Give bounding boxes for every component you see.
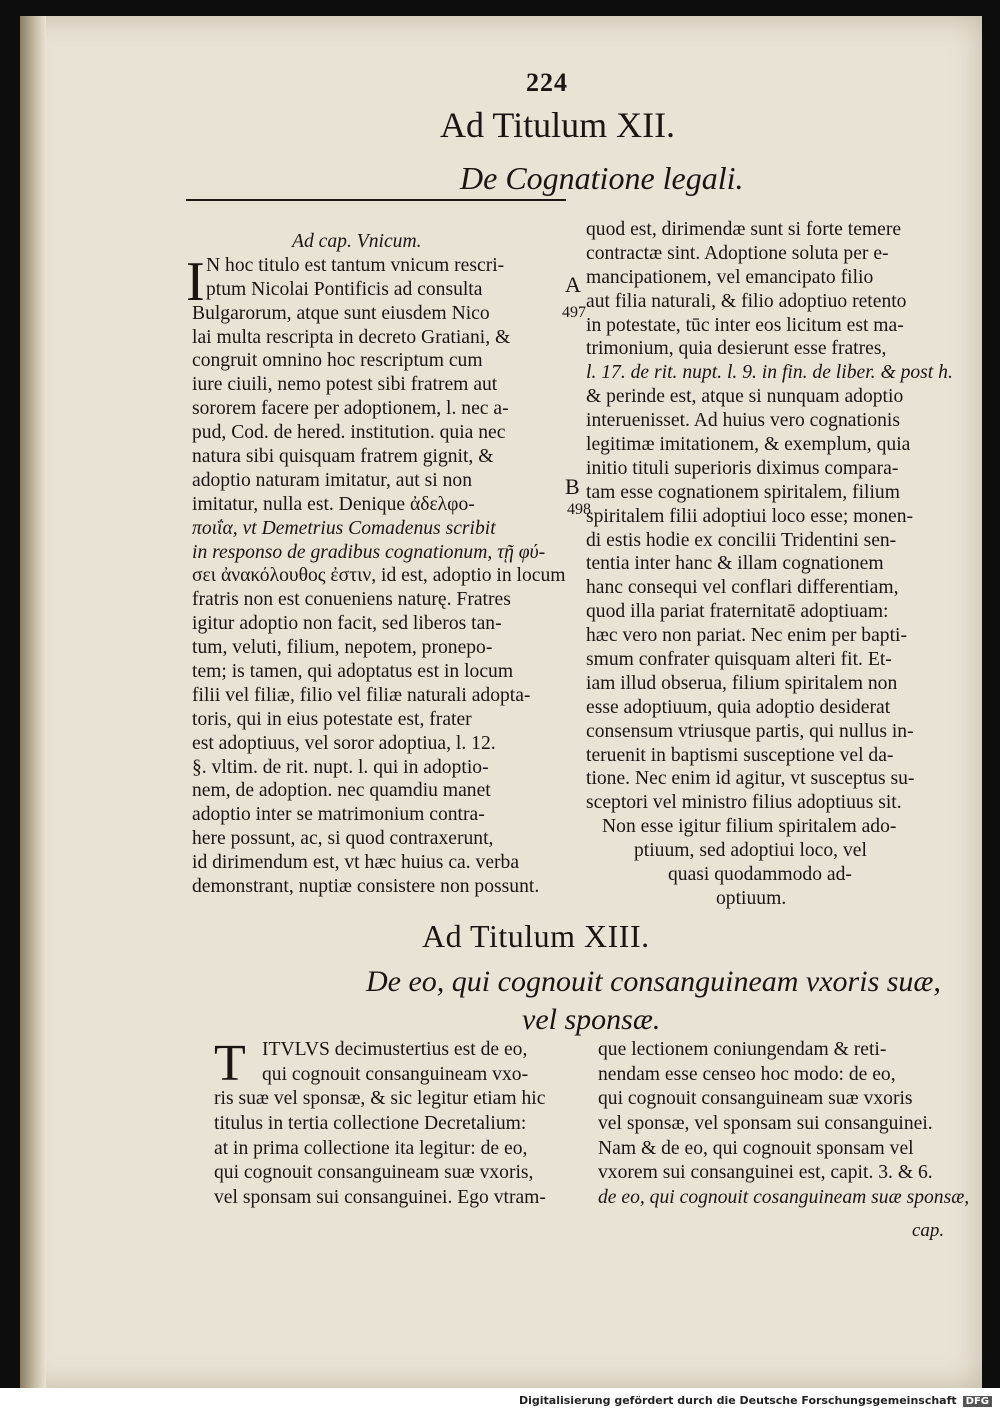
- dfg-logo: DFG: [963, 1396, 992, 1407]
- text-line: tum, veluti, filium, nepotem, pronepo-: [192, 637, 493, 659]
- text-line: tione. Nec enim id agitur, vt susceptus su-: [586, 768, 915, 790]
- margin-mark-a: A: [565, 272, 581, 297]
- text-line: contractæ sint. Adoptione soluta per e-: [586, 242, 889, 264]
- text-line: fratris non est conueniens naturę. Fratres: [192, 589, 511, 611]
- text-line: §. vltim. de rit. nupt. l. qui in adoptio-: [192, 756, 489, 778]
- text-line: qui cognouit consanguineam vxo-: [262, 1063, 529, 1085]
- right-column-xiii: [598, 1038, 970, 1211]
- text-line: spiritalem filii adoptiui loco esse; monen-: [586, 505, 914, 527]
- text-line: vel sponsam sui consanguinei. Ego vtram-: [214, 1187, 546, 1209]
- footer-text: Digitalisierung gefördert durch die Deutsche Forschungsgemeinschaft: [518, 1394, 957, 1407]
- text-line: imitatur, nulla est. Denique ἀδελφο-: [192, 493, 475, 515]
- text-line: here possunt, ac, si quod contraxerunt,: [192, 828, 494, 850]
- text-line: initio tituli superioris diximus compara-: [586, 457, 899, 479]
- margin-mark-b: B: [565, 474, 580, 499]
- text-line: est adoptiuus, vel soror adoptiua, l. 12.: [192, 732, 496, 754]
- text-line: natura sibi quisquam fratrem gignit, &: [192, 446, 494, 468]
- text-line: nendam esse censeo hoc modo: de eo,: [598, 1063, 896, 1085]
- text-line: ITVLVS decimustertius est de eo,: [262, 1039, 528, 1060]
- text-line: mancipationem, vel emancipato filio: [586, 266, 874, 288]
- margin-mark-498: 498: [567, 501, 591, 518]
- text-line: quod est, dirimendæ sunt si forte temere: [586, 219, 902, 240]
- text-line: l. 17. de rit. nupt. l. 9. in fin. de liber. & post h.: [586, 362, 953, 384]
- text-line: optiuum.: [716, 887, 787, 909]
- column-rule: [186, 199, 566, 201]
- text-line: legitimæ imitationem, & exemplum, quia: [586, 434, 911, 456]
- margin-mark-497: 497: [562, 304, 586, 321]
- text-line: titulus in tertia collectione Decretalium:: [214, 1113, 527, 1135]
- text-line: tentia inter hanc & illam cognationem: [586, 553, 884, 575]
- text-line: & perinde est, atque si nunquam adoptio: [586, 386, 904, 408]
- text-line: adoptio inter se matrimonium contra-: [192, 804, 485, 826]
- text-line: at in prima collectione ita legitur: de eo,: [214, 1137, 528, 1159]
- text-line: teruenit in baptismi susceptione vel da-: [586, 744, 894, 766]
- text-line: ptiuum, sed adoptiui loco, vel: [634, 840, 867, 862]
- text-line: smum confrater quisquam alteri fit. Et-: [586, 649, 892, 671]
- left-column-xii: [192, 230, 572, 899]
- text-line: ris suæ vel sponsæ, & sic legitur etiam hic: [214, 1088, 546, 1110]
- text-line: σει ἀνακόλουθος ἐστιν, id est, adoptio in locum: [192, 565, 566, 587]
- left-column-xiii: [214, 1038, 582, 1211]
- catchword: cap.: [912, 1220, 945, 1241]
- text-line: que lectionem coniungendam & reti-: [598, 1039, 887, 1060]
- text-line: Nam & de eo, qui cognouit sponsam vel: [598, 1137, 914, 1159]
- text-line: Bulgarorum, atque sunt eiusdem Nico: [192, 302, 490, 324]
- text-line: ποιΐα, vt Demetrius Comadenus scribit: [192, 517, 496, 539]
- text-line: nem, de adoption. nec quamdiu manet: [192, 780, 491, 802]
- text-line: aut filia naturali, & filio adoptiuo retento: [586, 290, 907, 312]
- text-line: qui cognouit consanguineam suæ vxoris: [598, 1088, 913, 1110]
- text-line: di estis hodie ex concilii Tridentini sen-: [586, 529, 897, 551]
- section-subtitle-xiii-line1: De eo, qui cognouit consanguineam vxoris suæ,: [366, 965, 941, 998]
- section-subtitle-xii: De Cognatione legali.: [460, 160, 744, 196]
- text-line: N hoc titulo est tantum vnicum rescri-: [206, 254, 505, 276]
- drop-cap-t: T: [214, 1035, 246, 1092]
- chapter-lead: Ad cap. Vnicum.: [292, 231, 422, 252]
- text-line: lai multa rescripta in decreto Gratiani, &: [192, 326, 511, 348]
- digitization-footer: [0, 1388, 1000, 1412]
- text-line: adoptio naturam imitatur, aut si non: [192, 469, 473, 491]
- text-line: iam illud obserua, filium spiritalem non: [586, 672, 898, 694]
- text-line: pud, Cod. de hered. institution. quia nec: [192, 422, 506, 444]
- text-line: hæc vero non pariat. Nec enim per bapti-: [586, 625, 908, 647]
- text-line: id dirimendum est, vt hæc huius ca. verba: [192, 852, 520, 874]
- text-line: congruit omnino hoc rescriptum cum: [192, 350, 483, 372]
- text-line: consensum vtriusque partis, qui nullus in-: [586, 720, 914, 742]
- text-line: de eo, qui cognouit cosanguineam suæ sponsæ,: [598, 1187, 970, 1209]
- text-line: tam esse cognationem spiritalem, filium: [586, 481, 900, 503]
- section-title-xii: Ad Titulum XII.: [440, 105, 676, 145]
- text-line: in responso de gradibus cognationum, τῇ φύ-: [192, 541, 546, 563]
- text-line: filii vel filiæ, filio vel filiæ naturali adopta-: [192, 684, 531, 706]
- text-line: esse adoptiuum, quia adoptio desiderat: [586, 696, 891, 718]
- text-line: in potestate, tūc inter eos licitum est ma-: [586, 314, 904, 336]
- text-line: toris, qui in eius potestate est, frater: [192, 708, 472, 730]
- drop-cap-i: I: [186, 251, 205, 313]
- section-title-xiii: Ad Titulum XIII.: [422, 918, 650, 954]
- page-number: 224: [526, 68, 568, 97]
- text-line: iure ciuili, nemo potest sibi fratrem aut: [192, 374, 498, 396]
- text-line: Non esse igitur filium spiritalem ado-: [602, 816, 897, 838]
- section-subtitle-xiii-line2: vel sponsæ.: [522, 1003, 661, 1036]
- text-line: interuenisset. Ad huius vero cognationis: [586, 410, 900, 432]
- page-binding-shadow: [20, 16, 46, 1388]
- text-line: tem; is tamen, qui adoptatus est in locum: [192, 661, 514, 683]
- text-line: quod illa pariat fraternitatē adoptiuam:: [586, 601, 889, 623]
- text-line: hanc consequi vel conflari differentiam,: [586, 577, 899, 599]
- text-line: qui cognouit consanguineam suæ vxoris,: [214, 1162, 534, 1184]
- text-line: vxorem sui consanguinei est, capit. 3. & 6.: [598, 1162, 933, 1184]
- text-line: trimonium, quia desierunt esse fratres,: [586, 338, 887, 360]
- text-line: sororem facere per adoptionem, l. nec a-: [192, 398, 509, 420]
- text-line: vel sponsæ, vel sponsam sui consanguinei.: [598, 1113, 933, 1135]
- right-column-xii: [586, 218, 952, 911]
- text-line: ptum Nicolai Pontificis ad consulta: [206, 278, 483, 300]
- text-line: quasi quodammodo ad-: [668, 864, 852, 886]
- text-line: igitur adoptio non facit, sed liberos tan-: [192, 613, 502, 635]
- text-line: demonstrant, nuptiæ consistere non possunt.: [192, 876, 540, 898]
- text-line: sceptori vel ministro filius adoptiuus sit.: [586, 792, 902, 814]
